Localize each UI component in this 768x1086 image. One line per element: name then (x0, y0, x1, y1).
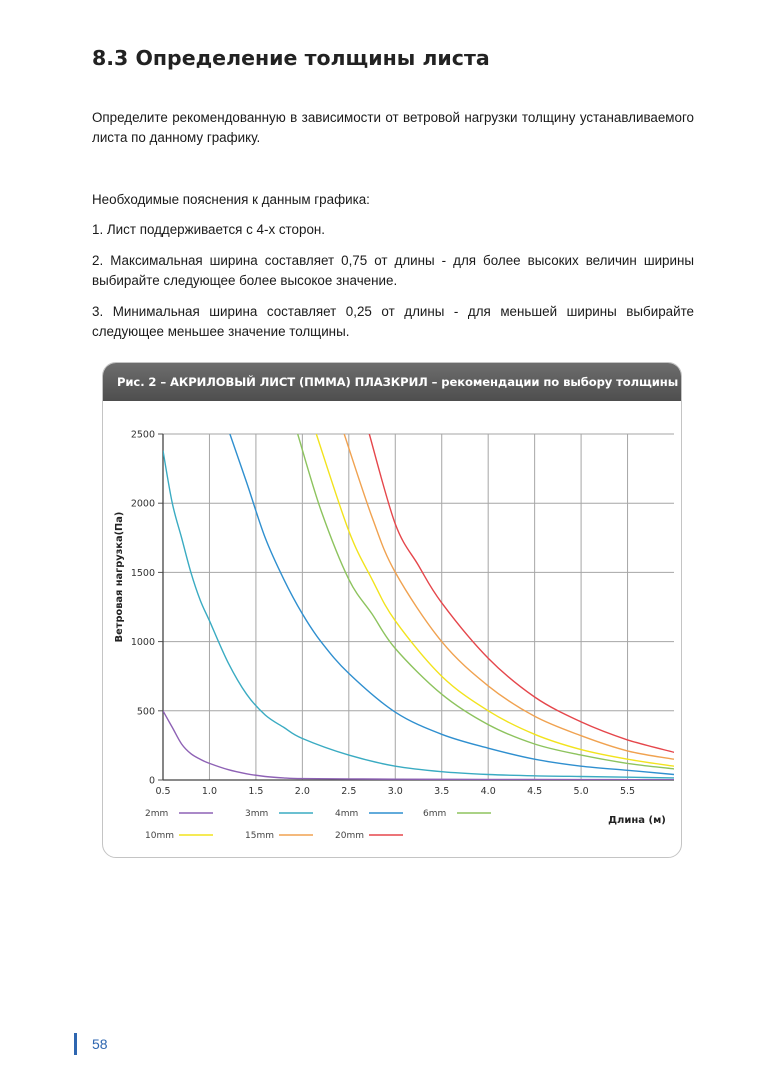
legend-label-4mm: 4mm (335, 809, 359, 819)
x-axis-label: Длина (м) (608, 815, 666, 826)
x-tick-label: 3.0 (387, 786, 403, 797)
legend-label-3mm: 3mm (245, 809, 269, 819)
chart-card (102, 362, 682, 858)
x-tick-label: 4.0 (480, 786, 496, 797)
intro-paragraph: Определите рекомендованную в зависимости от ветровой нагрузки толщину устанавливаемого листа по данному графику. (92, 110, 694, 145)
notes-title: Необходимые пояснения к данным графика: (92, 192, 370, 207)
series-line-20mm (369, 434, 674, 752)
x-tick-label: 0.5 (155, 786, 171, 797)
note-1: 1. Лист поддерживается с 4-х сторон. (92, 222, 326, 237)
page-number: 58 (92, 1036, 108, 1052)
x-tick-label: 5.0 (573, 786, 589, 797)
y-tick-label: 500 (136, 706, 155, 718)
page-number-bar (74, 1033, 77, 1055)
y-tick-label: 2500 (130, 429, 155, 441)
y-tick-label: 1500 (130, 567, 155, 579)
legend-label-2mm: 2mm (145, 809, 169, 819)
x-tick-label: 4.5 (527, 786, 543, 797)
note-2: 2. Максимальная ширина составляет 0,75 от длины - для более высоких величин ширины выбирайте следующее более высокое значение. (92, 253, 694, 288)
y-tick-label: 2000 (130, 498, 155, 510)
x-tick-label: 1.5 (248, 786, 264, 797)
legend-label-10mm: 10mm (145, 831, 174, 841)
y-tick-label: 0 (148, 775, 155, 787)
legend-label-6mm: 6mm (423, 809, 447, 819)
series-line-6mm (298, 434, 674, 769)
series-line-10mm (316, 434, 674, 766)
legend-label-20mm: 20mm (335, 831, 364, 841)
x-tick-label: 3.5 (434, 786, 450, 797)
x-tick-label: 5.5 (619, 786, 636, 797)
chart-title: Рис. 2 – АКРИЛОВЫЙ ЛИСТ (ПММА) ПЛАЗКРИЛ – рекомендации по выбору толщины (103, 363, 681, 401)
series-line-4mm (230, 434, 674, 775)
y-tick-label: 1000 (130, 637, 155, 649)
legend-label-15mm: 15mm (245, 831, 274, 841)
note-3: 3. Минимальная ширина составляет 0,25 от длины - для меньшей ширины выбирайте следующее меньшее значение толщины. (92, 304, 694, 339)
x-tick-label: 1.0 (201, 786, 218, 797)
x-tick-label: 2.5 (341, 786, 357, 797)
y-axis-label: Ветровая нагрузка(Па) (114, 511, 125, 643)
page-heading: 8.3 Определение толщины листа (92, 46, 490, 70)
x-tick-label: 2.0 (294, 786, 310, 797)
chart-svg (103, 401, 680, 856)
